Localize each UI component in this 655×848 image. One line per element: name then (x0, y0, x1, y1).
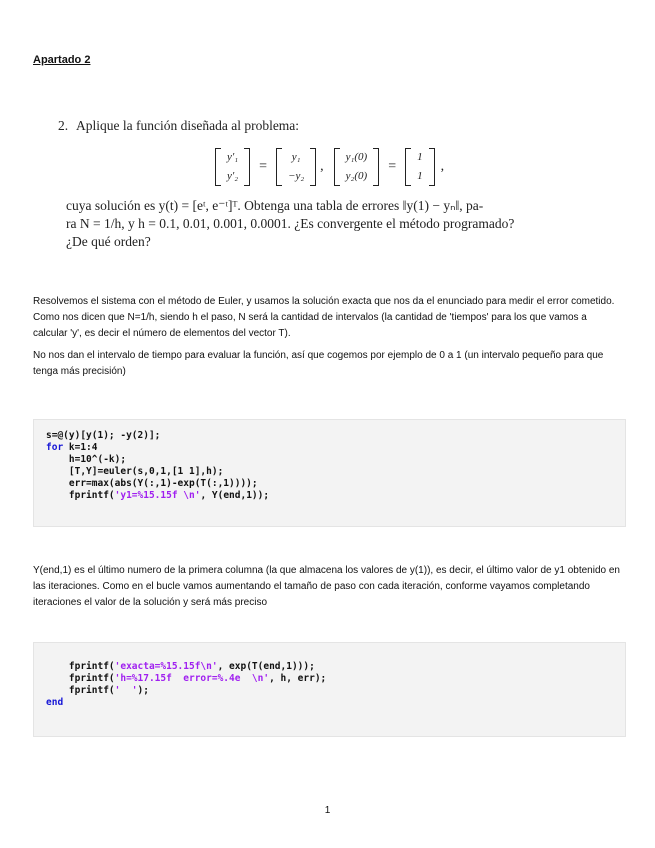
equals-sign: = (259, 159, 268, 174)
matrix-cell: −y₂ (288, 170, 305, 182)
comma: , (440, 159, 445, 174)
matrix-cell: y₂(0) (345, 170, 368, 182)
code-block-1 (33, 419, 626, 527)
keyword-for: for (46, 442, 64, 453)
equals-sign: = (388, 159, 397, 174)
keyword-end: end (46, 697, 64, 708)
exercise-number: 2. (58, 118, 69, 133)
system-equation (213, 144, 451, 190)
paragraph-method: Resolvemos el sistema con el método de Euler, y usamos la solución exacta que nos da el enunciado para medir el error cometido. Como nos dicen que N=1/h, siendo h el paso, N será la cantidad de intervalos (la cantidad de 'tiempos' para los que vamos a calcular 'y', es decir el número de elementos del vector T). (33, 296, 615, 339)
matrix-values (405, 148, 435, 186)
page-number: 1 (324, 805, 331, 816)
paragraph-explanation: Y(end,1) es el último numero de la primera columna (la que almacena los valores de y(1)), es decir, el último valor de y1 obtenido en las iteraciones. Como en el bucle vamos aumentando el tamaño de paso con cada iteración, conforme vayamos completando iteraciones el valor de la solución y será más preciso (33, 565, 620, 608)
exercise-line-3: ra N = 1/h, y h = 0.1, 0.01, 0.001, 0.0001. ¿Es convergente el método programado? (66, 216, 515, 231)
comma: , (320, 159, 324, 174)
matrix-derivatives (215, 148, 250, 186)
code-listing: s=@(y)[y(1); -y(2)]; for k=1:4 h=10^(-k); [T,Y]=euler(s,0,1,[1 1],h); err=max(abs(Y(:,1)-exp(T(:,1)))); fprintf('y1=%15.15f \n', Y(end,1)); (46, 430, 270, 501)
matrix-cell: y′₂ (227, 170, 239, 182)
matrix-cell: y₁(0) (345, 151, 368, 163)
matrix-cell: y₁ (291, 151, 301, 163)
section-heading: Apartado 2 (33, 54, 91, 66)
matrix-cell: y′₁ (227, 151, 239, 163)
matrix-rhs (276, 148, 316, 186)
matrix-initial (334, 148, 380, 186)
matrix-cell: 1 (417, 170, 423, 182)
exercise-line-2: cuya solución es y(t) = [eᵗ, e⁻ᵗ]ᵀ. Obtenga una tabla de errores ‖y(1) − yₙ‖, pa- (66, 198, 484, 213)
code-block-2 (33, 642, 626, 737)
exercise-line-1: Aplique la función diseñada al problema: (76, 118, 300, 133)
exercise-line-4: ¿De qué orden? (66, 234, 151, 249)
paragraph-interval: No nos dan el intervalo de tiempo para evaluar la función, así que cogemos por ejemplo de 0 a 1 (un intervalo pequeño para que tenga más precisión) (33, 350, 604, 377)
matrix-cell: 1 (417, 151, 423, 163)
code-listing: fprintf('exacta=%15.15f\n', exp(T(end,1))); fprintf('h=%17.15f error=%.4e \n', h, err); fprintf(' '); end (46, 661, 327, 708)
